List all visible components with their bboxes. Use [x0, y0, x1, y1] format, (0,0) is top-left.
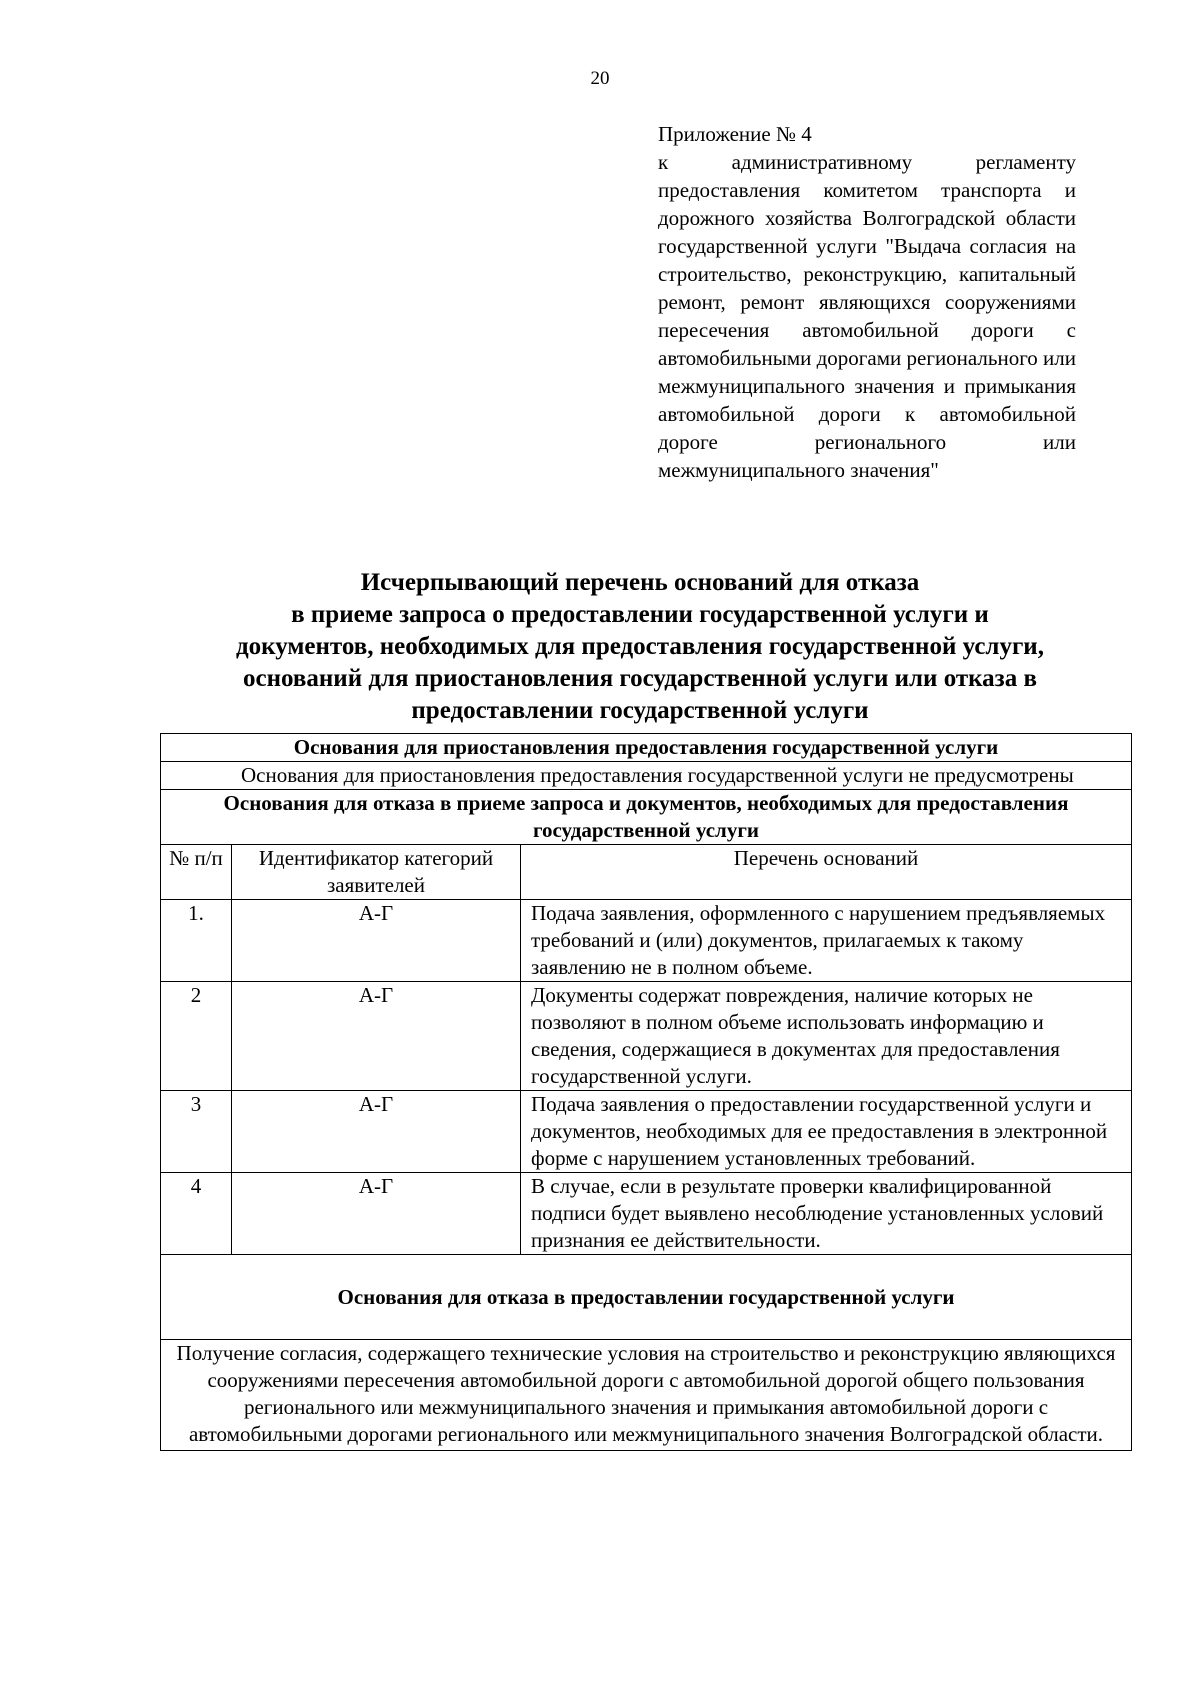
appendix-text: к административному регламенту предоставления комитетом транспорта и дорожного хозяйства Волгоградской области государственной услуги "Выдача согласия на строительство, реконструкцию, капитальный ремонт, ремонт являющихся сооружениями пересечения автомобильной дороги с автомобильными дорогами регионального или межмуниципального значения и примыкания автомобильной дороги к автомобильной дороге регионального или межмуниципального значения": [658, 150, 1077, 482]
service-refusal-title: Основания для отказа в предоставлении государственной услуги: [161, 1255, 1132, 1340]
grounds-table: [160, 733, 1132, 1451]
table-row: [161, 734, 1132, 762]
table-row: [161, 1340, 1132, 1451]
suspension-text: Основания для приостановления предоставления государственной услуги не предусмотрены: [161, 762, 1132, 790]
table-row: [161, 1091, 1132, 1173]
heading-line-5: предоставлении государственной услуги: [411, 697, 869, 724]
heading-line-4: оснований для приостановления государственной услуги или отказа в: [243, 665, 1037, 692]
row-category: А-Г: [232, 1091, 521, 1173]
heading-line-2: в приеме запроса о предоставлении государственной услуги и: [291, 601, 989, 628]
table-row: [161, 1255, 1132, 1340]
heading-line-1: Исчерпывающий перечень оснований для отказа: [360, 569, 920, 596]
page-number: 20: [590, 68, 610, 89]
table-row: [161, 1173, 1132, 1255]
table-row: [161, 982, 1132, 1091]
row-category: А-Г: [232, 982, 521, 1091]
row-category: А-Г: [232, 900, 521, 982]
appendix-title: Приложение № 4: [658, 122, 812, 146]
row-reason: В случае, если в результате проверки квалифицированной подписи будет выявлено несоблюдение установленных условий признания ее действительности.: [521, 1173, 1132, 1255]
row-number: 1.: [161, 900, 232, 982]
row-reason: Подача заявления о предоставлении государственной услуги и документов, необходимых для ее предоставления в электронной форме с нарушением установленных требований.: [521, 1091, 1132, 1173]
reception-refusal-title: Основания для отказа в приеме запроса и документов, необходимых для предоставления государственной услуги: [161, 790, 1132, 845]
table-row: [161, 790, 1132, 845]
row-number: 4: [161, 1173, 232, 1255]
row-category: А-Г: [232, 1173, 521, 1255]
column-header-reasons: Перечень оснований: [521, 845, 1132, 900]
column-header-identifier: Идентификатор категорий заявителей: [232, 845, 521, 900]
table-header-row: [161, 845, 1132, 900]
column-header-num: № п/п: [161, 845, 232, 900]
row-number: 2: [161, 982, 232, 1091]
row-reason: Подача заявления, оформленного с нарушением предъявляемых требований и (или) документов, прилагаемых к такому заявлению не в полном объеме.: [521, 900, 1132, 982]
document-heading: [150, 567, 1130, 727]
service-refusal-text: Получение согласия, содержащего технические условия на строительство и реконструкцию являющихся сооружениями пересечения автомобильной дороги с автомобильной дорогой общего пользования регионального или межмуниципального значения и примыкания автомобильной дороги с автомобильными дорогами регионального или межмуниципального значения Волгоградской области.: [161, 1340, 1132, 1451]
row-reason: Документы содержат повреждения, наличие которых не позволяют в полном объеме использовать информацию и сведения, содержащиеся в документах для предоставления государственной услуги.: [521, 982, 1132, 1091]
table-row: [161, 900, 1132, 982]
heading-line-3: документов, необходимых для предоставления государственной услуги,: [236, 633, 1044, 660]
appendix-block: [658, 120, 1076, 484]
suspension-title: Основания для приостановления предоставления государственной услуги: [161, 734, 1132, 762]
row-number: 3: [161, 1091, 232, 1173]
table-row: [161, 762, 1132, 790]
